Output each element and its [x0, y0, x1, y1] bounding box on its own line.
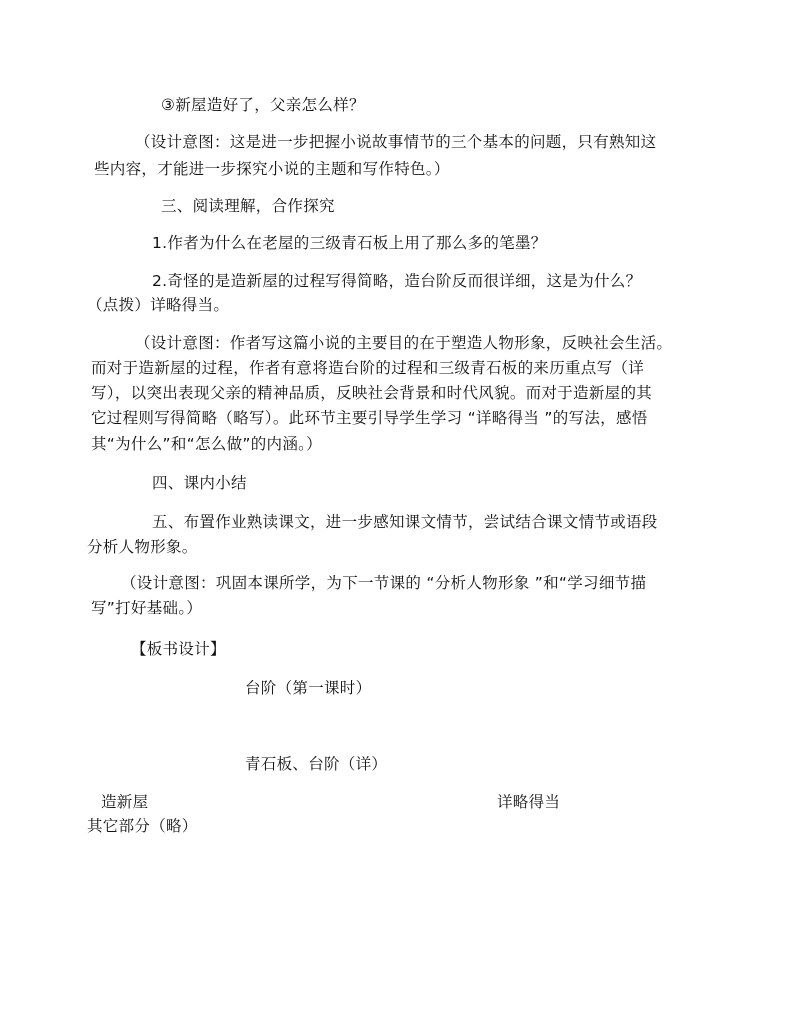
- section-5-line-2: 分析人物形象。: [87, 538, 198, 556]
- design-intent-1-line-1: （设计意图：这是进一步把握小说故事情节的三个基本的问题，只有熟知这: [135, 133, 657, 151]
- design-intent-3-line-1: （设计意图：巩固本课所学，为下一节课的 “分析人物形象 ”和“学习细节描: [121, 574, 647, 592]
- design-intent-2-line-1: （设计意图：作者写这篇小说的主要目的在于塑造人物形象，反映社会生活。: [135, 334, 673, 352]
- design-intent-1-line-2: 些内容，才能进一步探究小说的主题和写作特色。）: [94, 160, 450, 178]
- board-item-other-parts: 其它部分（略）: [87, 817, 198, 835]
- design-intent-3-line-2: 写”打好基础。）: [91, 599, 203, 617]
- board-design-heading: 【板书设计】: [131, 640, 226, 658]
- section-5-line-1: 五、布置作业熟读课文，进一步感知课文情节，尝试结合课文情节或语段: [152, 513, 658, 531]
- question-item-2-line-1: 2.奇怪的是造新屋的过程写得简略，造台阶反而很详细，这是为什么？: [152, 272, 642, 290]
- section-4-heading: 四、课内小结: [152, 474, 247, 492]
- board-item-bluestone-steps: 青石板、台阶（详）: [245, 755, 388, 773]
- design-intent-2-line-5: 其“为什么”和“怎么做”的内涵。）: [91, 435, 322, 453]
- design-intent-2-line-2: 而对于造新屋的过程，作者有意将造台阶的过程和三级青石板的来历重点写（详: [91, 359, 645, 377]
- question-item-1: 1.作者为什么在老屋的三级青石板上用了那么多的笔墨？: [152, 234, 547, 252]
- design-intent-2-line-4: 它过程则写得简略（略写）。此环节主要引导学生学习 “详略得当 ”的写法，感悟: [91, 409, 648, 427]
- board-title: 台阶（第一课时）: [245, 679, 372, 697]
- question-3: ③新屋造好了，父亲怎么样？: [161, 96, 365, 114]
- board-item-build-house: 造新屋: [101, 793, 149, 811]
- section-3-heading: 三、阅读理解，合作探究: [161, 197, 335, 215]
- design-intent-2-line-3: 写），以突出表现父亲的精神品质，反映社会背景和时代风貌。而对于造新屋的其: [91, 384, 653, 402]
- board-item-detail-balance: 详略得当: [497, 793, 561, 811]
- question-item-2-line-2: （点拨）详略得当。: [87, 296, 230, 314]
